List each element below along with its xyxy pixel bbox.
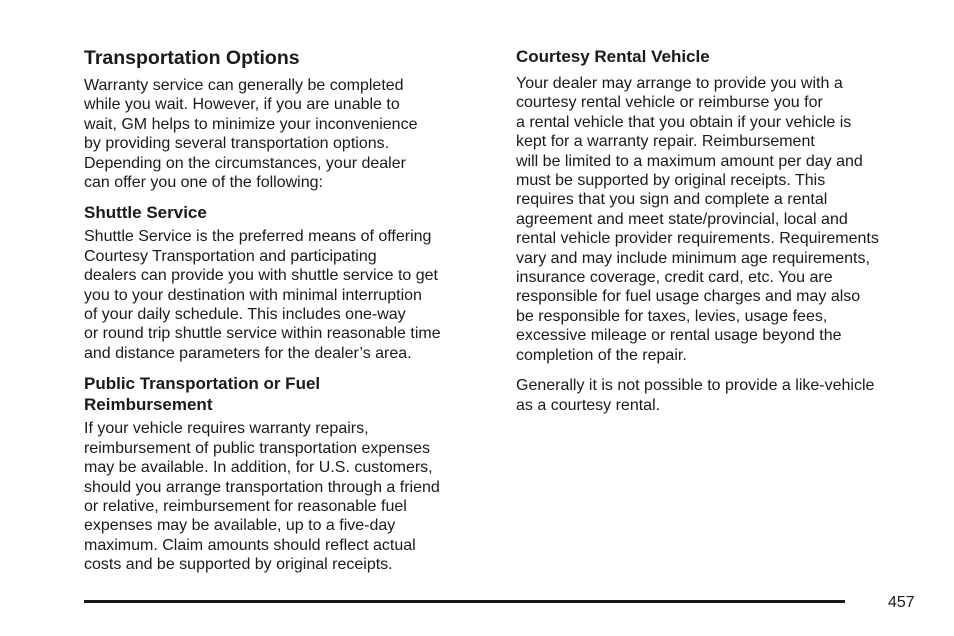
- paragraph-line: should you arrange transportation through a friend: [84, 478, 440, 496]
- paragraph-line: must be supported by original receipts. This: [516, 172, 826, 190]
- paragraph-line: Your dealer may arrange to provide you with a: [516, 75, 843, 92]
- shuttle-service-paragraph: [84, 227, 494, 363]
- courtesy-rental-paragraph: [516, 74, 926, 365]
- footer-rule: [84, 600, 845, 603]
- paragraph-line: insurance coverage, credit card, etc. You are: [516, 269, 833, 287]
- page-number: 457: [888, 594, 915, 611]
- paragraph-line: can offer you one of the following:: [84, 174, 323, 192]
- paragraph-line: wait, GM helps to minimize your inconvenience: [84, 115, 418, 133]
- paragraph-line: rental vehicle provider requirements. Requirements: [516, 230, 879, 248]
- paragraph-line: you to your destination with minimal interruption: [84, 286, 422, 304]
- transportation-options-paragraph: [84, 76, 494, 192]
- paragraph-line: expenses may be available, up to a five-day: [84, 517, 396, 535]
- paragraph-line: courtesy rental vehicle or reimburse you for: [516, 94, 823, 112]
- paragraph-line: Generally it is not possible to provide a like-vehicle: [516, 377, 875, 395]
- paragraph-line: or relative, reimbursement for reasonable fuel: [84, 497, 407, 515]
- public-transportation-heading: [84, 373, 494, 415]
- paragraph-line: as a courtesy rental.: [516, 396, 661, 414]
- paragraph-line: excessive mileage or rental usage beyond the: [516, 327, 842, 345]
- paragraph-line: of your daily schedule. This includes one-way: [84, 306, 406, 324]
- paragraph-line: Shuttle Service is the preferred means of offering: [84, 228, 432, 246]
- paragraph-line: Courtesy Transportation and participating: [84, 247, 377, 265]
- paragraph-line: be responsible for taxes, levies, usage fees,: [516, 307, 828, 325]
- heading-line: Reimbursement: [84, 395, 213, 415]
- paragraph-line: dealers can provide you with shuttle service to get: [84, 267, 438, 285]
- left-column: [84, 46, 494, 575]
- paragraph-line: If your vehicle requires warranty repairs,: [84, 420, 369, 438]
- paragraph-line: may be available. In addition, for U.S. customers,: [84, 459, 433, 477]
- paragraph-line: will be limited to a maximum amount per day and: [516, 152, 863, 170]
- paragraph-line: a rental vehicle that you obtain if your vehicle is: [516, 113, 852, 131]
- paragraph-line: and distance parameters for the dealer’s area.: [84, 344, 412, 362]
- paragraph-line: requires that you sign and complete a rental: [516, 191, 828, 209]
- paragraph-line: while you wait. However, if you are unable to: [84, 96, 400, 114]
- paragraph-line: agreement and meet state/provincial, local and: [516, 210, 848, 228]
- paragraph-line: costs and be supported by original receipts.: [84, 556, 393, 574]
- right-column: [516, 46, 926, 415]
- heading-line: Public Transportation or Fuel: [84, 374, 321, 394]
- paragraph-line: Depending on the circumstances, your dealer: [84, 154, 406, 172]
- public-transportation-paragraph: [84, 419, 494, 574]
- paragraph-line: completion of the repair.: [516, 346, 687, 364]
- paragraph-line: kept for a warranty repair. Reimbursement: [516, 133, 815, 151]
- shuttle-service-heading: Shuttle Service: [84, 203, 207, 223]
- paragraph-line: maximum. Claim amounts should reflect actual: [84, 536, 416, 554]
- paragraph-line: responsible for fuel usage charges and may also: [516, 288, 861, 306]
- like-vehicle-paragraph: [516, 376, 926, 415]
- courtesy-rental-heading: Courtesy Rental Vehicle: [516, 47, 710, 66]
- paragraph-line: or round trip shuttle service within reasonable time: [84, 325, 441, 343]
- paragraph-line: Warranty service can generally be completed: [84, 77, 404, 94]
- paragraph-line: vary and may include minimum age requirements,: [516, 249, 870, 267]
- paragraph-line: reimbursement of public transportation expenses: [84, 439, 430, 457]
- paragraph-line: by providing several transportation options.: [84, 135, 390, 153]
- transportation-options-heading: Transportation Options: [84, 47, 300, 69]
